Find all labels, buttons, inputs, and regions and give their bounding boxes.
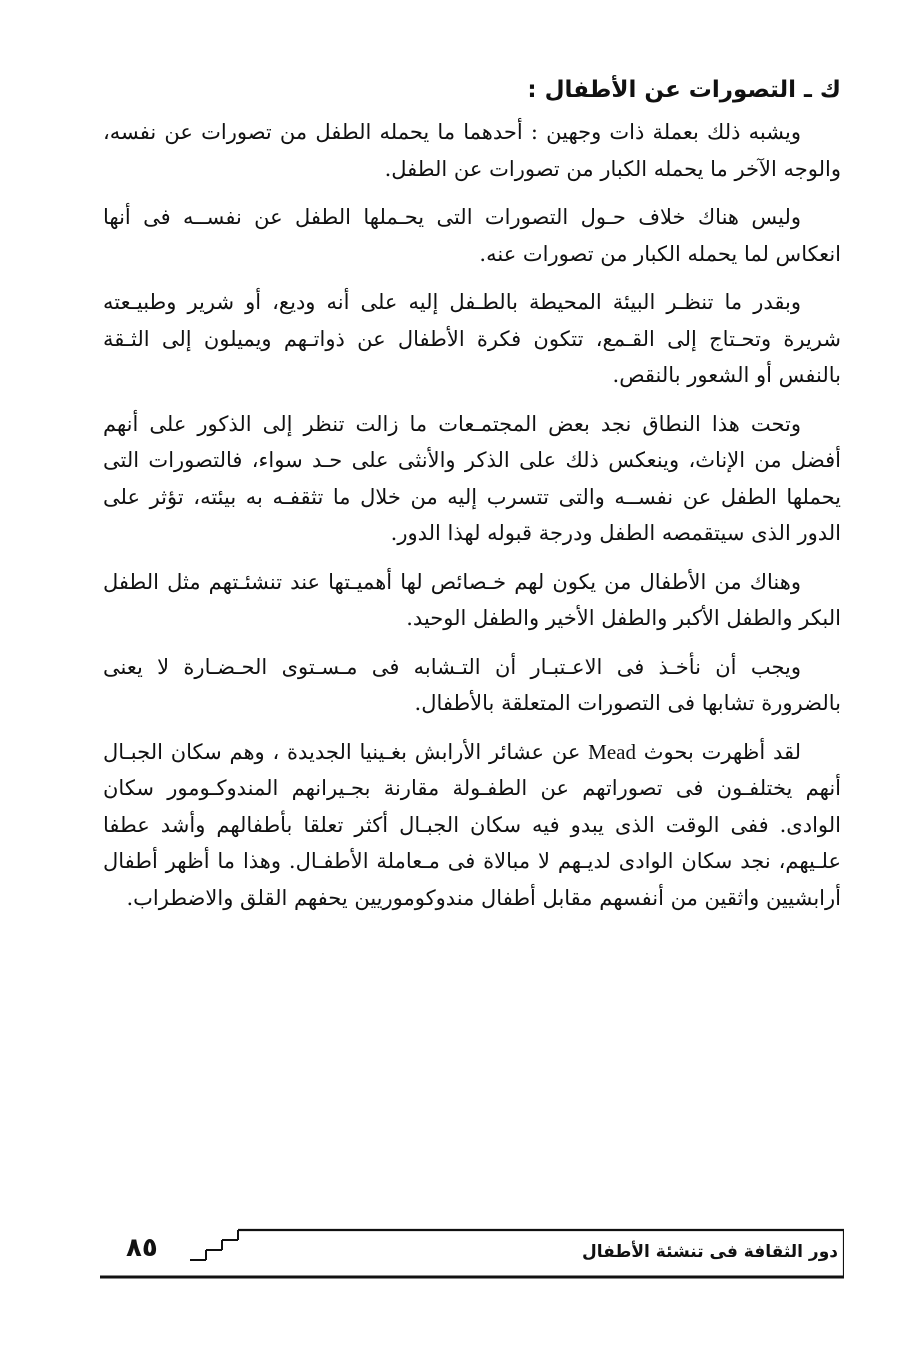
page-footer (98, 1226, 844, 1282)
paragraph-6: ويجب أن نأخـذ فى الاعـتبـار أن التـشابه فى مـسـتوى الحـضـارة لا يعنى بالضرورة تشابها فى التصورات المتعلقة بالأطفال. (103, 654, 841, 715)
running-title: دور الثقافة فى تنشئة الأطفال (581, 1242, 838, 1262)
page-body (103, 70, 841, 928)
page-number: ٨٥ (126, 1233, 158, 1263)
paragraph-2: وليس هناك خلاف حـول التصورات التى يحـملها الطفل عن نفســه فى أنها انعكاس لما يحمله الكبار من تصورات عنه. (103, 205, 841, 266)
paragraph-4: وتحت هذا النطاق نجد بعض المجتمـعات ما زالت تنظر إلى الذكور على أنهم أفضل من الإناث، وينعكس ذلك على الذكر والأنثى على حـد سواء، فالتصورات التى يحملها الطفل عن نفســه والتى تتسرب إليه من خلال ما تثقفـه به بيئته، تؤثر على الدور الذى سيتقمصه الطفل ودرجة قبوله لهذا الدور. (103, 411, 841, 545)
section-heading: ك ـ التصورات عن الأطفال : (527, 77, 841, 103)
paragraph-1: ويشبه ذلك بعملة ذات وجهين : أحدهما ما يحمله الطفل من تصورات عن نفسه، والوجه الآخر ما يحمله الكبار من تصورات عن الطفل. (103, 120, 841, 181)
paragraph-7-rest: عن عشائر الأرابش بغـينيا الجديدة ، وهم سكان الجبـال أنهم يختلفـون فى تصوراتهم عن الطفـولة مقارنة بجـيرانهم المندوكـومور سكان الوادى. ففى الوقت الذى يبدو فيه سكان الجبـال أكثر تعلقا بأطفالهم وأشد عطفا علـيهم، نجد سكان الوادى لديـهم لا مبالاة فى مـعاملة الأطفـال. وهذا ما أظهر أطفال أرابشيين واثقين من أنفسهم مقابل أطفال مندوكوموريين يحفهم القلق والاضطراب. (103, 739, 841, 910)
paragraph-3: وبقدر ما تنظـر البيئة المحيطة بالطـفل إليه على أنه وديع، أو شرير وطبيـعته شريرة وتحـتاج إلى القـمع، تتكون فكرة الأطفال عن ذواتـهم ويميلون إلى الثـقة بالنفس أو الشعور بالنقص. (103, 290, 841, 387)
paragraph-5: وهناك من الأطفال من يكون لهم خـصائص لها أهميـتها عند تنشئـتهم مثل الطفل البكر والطفل الأكبر والطفل الأخير والطفل الوحيد. (103, 569, 841, 630)
author-name: Mead (588, 739, 636, 764)
paragraph-7-lead: لقد أظهرت بحوث (643, 739, 801, 764)
paragraph-7 (103, 734, 841, 917)
